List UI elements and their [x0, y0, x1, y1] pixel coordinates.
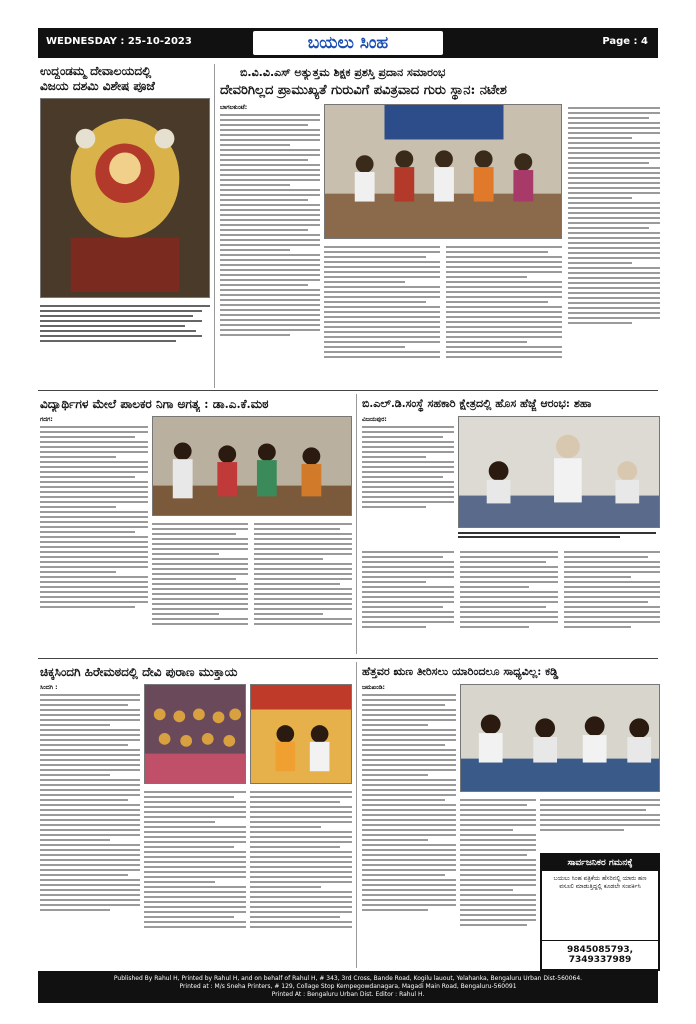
- bldi-text-col-2: [362, 548, 454, 654]
- guru-dateline: ಬಾಗಲಕುಂಟೆ:: [220, 104, 248, 111]
- devi-purana-headline: ಚಿಕ್ಕಸಿಂದಗಿ ಹಿರೇಮಠದಲ್ಲಿ ದೇವಿ ಪುರಾಣ ಮುಕ್ತಾಯ: [40, 665, 238, 679]
- notice-phone: 9845085793, 7349337989: [542, 940, 658, 969]
- temple-idol-photo: [40, 98, 210, 298]
- students-text-col-1: [40, 416, 148, 658]
- imprint-line-2: Printed at : M/s Sneha Printers, # 129, Collage Stop Kempegowdanagara, Magadi Main Road, Bengaluru-560091: [179, 983, 517, 990]
- award-ceremony-photo: [324, 104, 562, 239]
- bldi-text-col-3: [460, 548, 558, 654]
- notice-body: ಬಯಲು ಸಿಂಹ ಪತ್ರಿಕೆಯ ಹೆಸರಿನಲ್ಲಿ ಯಾರು ಹಣ ವಸೂಲಿ ಮಾಡುತ್ತಿದ್ದಲ್ಲಿ ಕೂಡಲೇ ಸಂಪರ್ಕಿಸಿ: [553, 875, 647, 890]
- newspaper-page: [28, 18, 668, 1006]
- students-text-col-3: [254, 520, 352, 658]
- bldi-caption: [458, 530, 660, 544]
- imprint-line-1: Published By Rahul H, Printed by Rahul H, and on behalf of Rahul H, # 343, 3rd Cross, Bande Road, Kogilu lauout, Yelahanka, Bengaluru Urban Dist-560064.: [113, 975, 583, 982]
- guru-kicker: ಬಿ.ವಿ.ವಿ.ಎಸ್ ಅತ್ಯುತ್ತಮ ಶಿಕ್ಷಕ ಪ್ರಶಸ್ತಿ ಪ್ರದಾನ ಸಮಾರಂಭ: [240, 66, 446, 79]
- bldi-headline: ಬಿ.ಎಲ್.ಡಿ.ಸಂಸ್ಥೆ ಸಹಕಾರಿ ಕ್ಷೇತ್ರದಲ್ಲಿ ಹೊಸ ಹೆಜ್ಜೆ ಆರಂಭ: ಶಹಾ: [362, 397, 592, 410]
- students-headline: ವಿದ್ಯಾರ್ಥಿಗಳ ಮೇಲೆ ಪಾಲಕರ ನಿಗಾ ಅಗತ್ಯ : ಡಾ.ಎ.ಕೆ.ಮಠ: [40, 397, 269, 411]
- guru-text-col-3: [446, 243, 562, 386]
- page-number: Page : 4: [602, 36, 648, 47]
- loan-text-col-1: [362, 684, 456, 966]
- guru-text-col-2: [324, 243, 440, 386]
- devi-text-col-3: [250, 788, 352, 966]
- bldi-dateline: ವಿಜಯಪುರ:: [362, 416, 387, 423]
- masthead: [38, 28, 658, 58]
- notice-title: ಸಾರ್ವಜನಿಕರ ಗಮನಕ್ಕೆ: [542, 855, 658, 871]
- temple-caption: [40, 302, 210, 380]
- devi-text-col-2: [144, 788, 246, 966]
- students-event-photo: [152, 416, 352, 516]
- newspaper-title: ಬಯಲು ಸಿಂಹ: [253, 31, 443, 55]
- loan-event-photo: [460, 684, 660, 792]
- devi-crowd-photo: [144, 684, 246, 784]
- students-text-col-2: [152, 520, 248, 658]
- loan-text-col-3: [540, 796, 660, 850]
- loan-text-col-2: [460, 796, 536, 966]
- devi-text-col-1: [40, 684, 140, 966]
- bldi-text-col-1: [362, 416, 454, 534]
- bldi-text-col-4: [564, 548, 660, 654]
- guru-text-col-1: [220, 104, 320, 386]
- imprint-line-3: Printed At : Bengaluru Urban Dist. Editor : Rahul H.: [271, 991, 425, 998]
- public-notice-box: [540, 853, 660, 971]
- students-dateline: ಗದಗ:: [40, 416, 53, 423]
- devi-dateline: ಸಿಂದಗಿ :: [40, 684, 58, 691]
- issue-date: WEDNESDAY : 25-10-2023: [46, 36, 192, 47]
- imprint-footer: [38, 971, 658, 1003]
- temple-headline-1: ಉದ್ದಂಡಮ್ಮ ದೇವಾಲಯದಲ್ಲಿ: [40, 64, 152, 78]
- temple-headline-2: ವಿಜಯ ದಶಮಿ ವಿಶೇಷ ಪೂಜೆ: [40, 79, 155, 93]
- loan-dateline: ಜಮಖಂಡಿ:: [362, 684, 385, 691]
- guru-text-col-4: [568, 104, 660, 386]
- devi-stage-photo: [250, 684, 352, 784]
- bldi-meeting-photo: [458, 416, 660, 528]
- guru-headline: ದೇವರಿಗಿಲ್ಲದ ಪ್ರಾಮುಖ್ಯತೆ ಗುರುವಿಗೆ ಪವಿತ್ರವಾದ ಗುರು ಸ್ಥಾನ: ನಟೇಶ: [220, 83, 507, 98]
- loan-headline: ಹೆತ್ತವರ ಋಣ ತೀರಿಸಲು ಯಾರಿಂದಲೂ ಸಾಧ್ಯವಿಲ್ಲ: ಕಡ್ಡಿ: [362, 665, 559, 678]
